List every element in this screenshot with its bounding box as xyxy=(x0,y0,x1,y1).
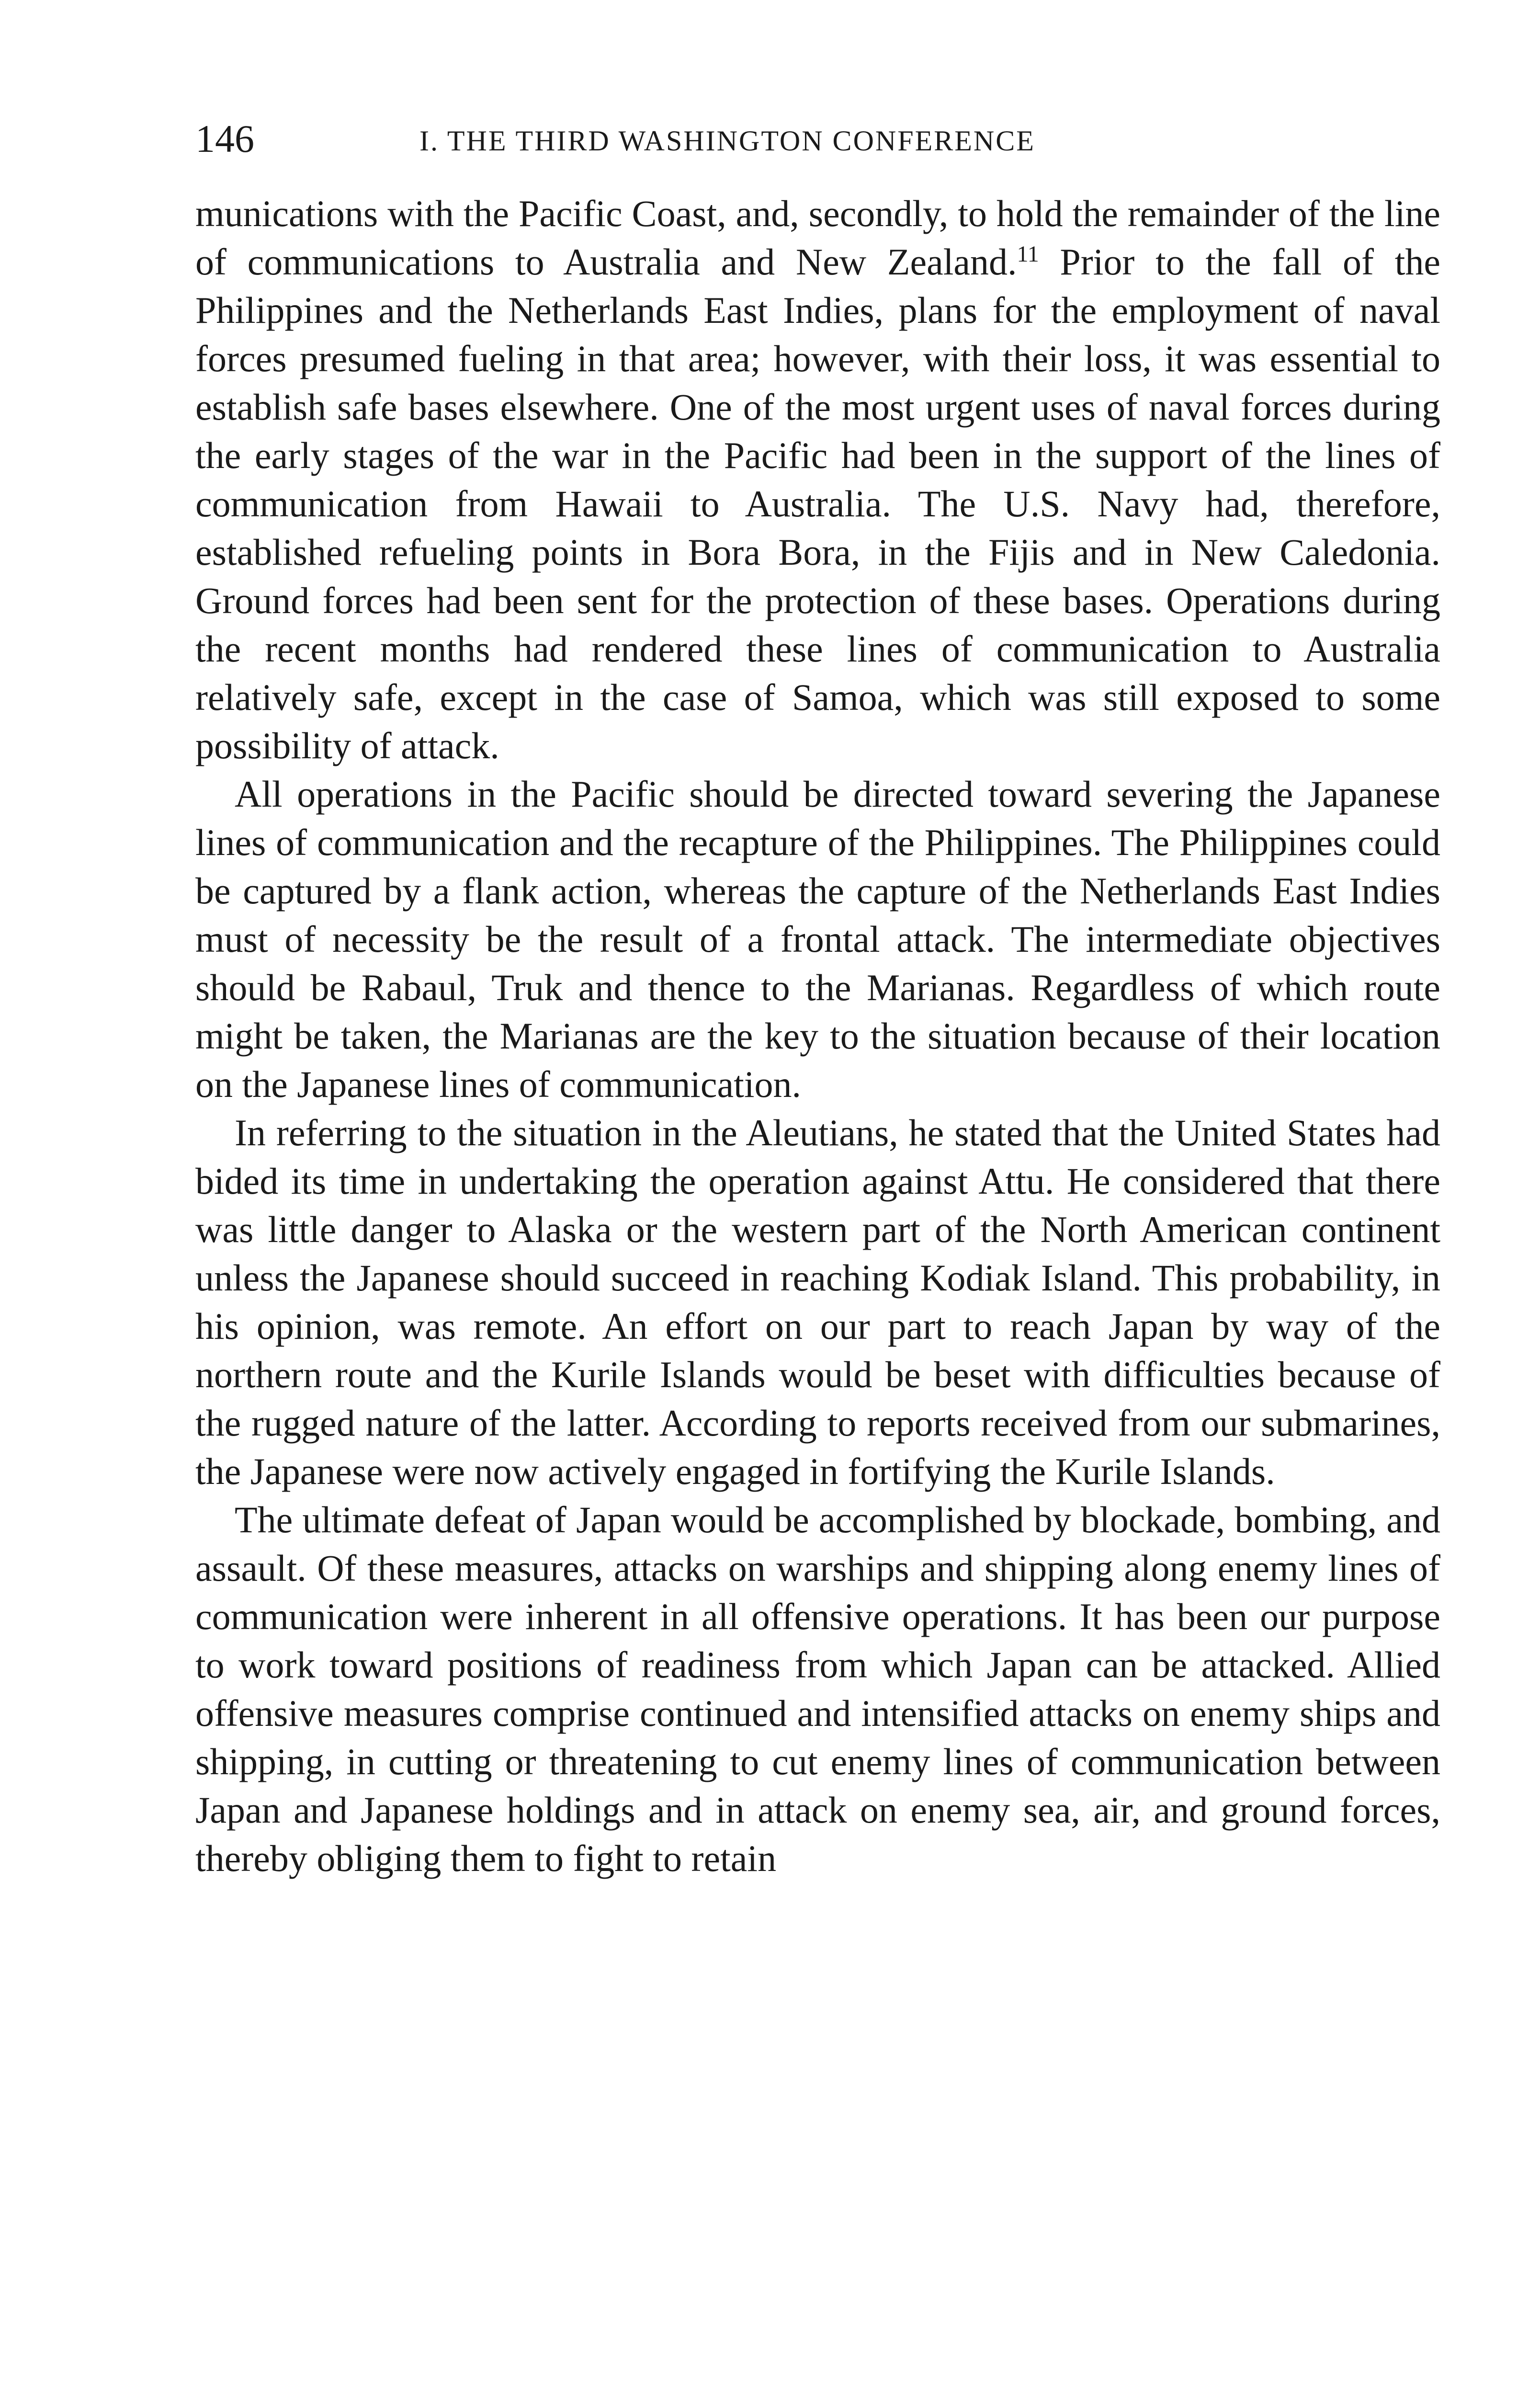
paragraph-3: In referring to the situation in the Aleutians, he stated that the United States had bided its time in undertaking the operation against Attu. He considered that there was little danger to Alaska or the western part of the North American continent unless the Japanese should succeed in reaching Kodiak Island. This probability, in his opinion, was remote. An effort on our part to reach Japan by way of the northern route and the Kurile Islands would be beset with difficulties because of the rugged nature of the latter. According to reports received from our submarines, the Japanese were now actively engaged in fortifying the Kurile Islands. xyxy=(195,1112,1440,1492)
paragraph-4: The ultimate defeat of Japan would be accomplished by blockade, bombing, and assault. Of these measures, attacks on warships and shipping along enemy lines of communication were inherent in all offensive operations. It has been our purpose to work toward positions of readiness from which Japan can be attacked. Allied offensive measures comprise continued and intensified attacks on enemy ships and shipping, in cutting or threatening to cut enemy lines of communication between Japan and Japanese holdings and in attack on enemy sea, air, and ground forces, thereby obliging them to fight to retain xyxy=(195,1499,1440,1879)
body-text xyxy=(195,189,1440,1882)
paragraph-1-text: munications with the Pacific Coast, and, secondly, to hold the remainder of the line of communications to Australia and New Zealand. xyxy=(195,193,1440,283)
paragraph-1-text-continued: Prior to the fall of the Philippines and the Netherlands East Indies, plans for the employment of naval forces presumed fueling in that area; however, with their loss, it was essential to establish safe bases elsewhere. One of the most urgent uses of naval forces during the early stages of the war in the Pacific had been in the support of the lines of communication from Hawaii to Australia. The U.S. Navy had, therefore, established refueling points in Bora Bora, in the Fijis and in New Caledonia. Ground forces had been sent for the protection of these bases. Operations during the recent months had rendered these lines of communication to Australia relatively safe, except in the case of Samoa, which was still exposed to some possibility of attack. xyxy=(195,241,1440,766)
paragraph-2: All operations in the Pacific should be directed toward severing the Japanese lines of communication and the recapture of the Philippines. The Philippines could be captured by a flank action, whereas the capture of the Netherlands East Indies must of necessity be the result of a frontal attack. The intermediate objectives should be Rabaul, Truk and thence to the Marianas. Regardless of which route might be taken, the Marianas are the key to the situation because of their location on the Japanese lines of communication. xyxy=(195,773,1440,1105)
page-number: 146 xyxy=(195,117,254,160)
paragraph-1 xyxy=(195,189,1440,770)
footnote-reference: 11 xyxy=(1017,241,1039,267)
page-header xyxy=(195,110,1440,168)
running-head: I. THE THIRD WASHINGTON CONFERENCE xyxy=(419,125,1035,157)
